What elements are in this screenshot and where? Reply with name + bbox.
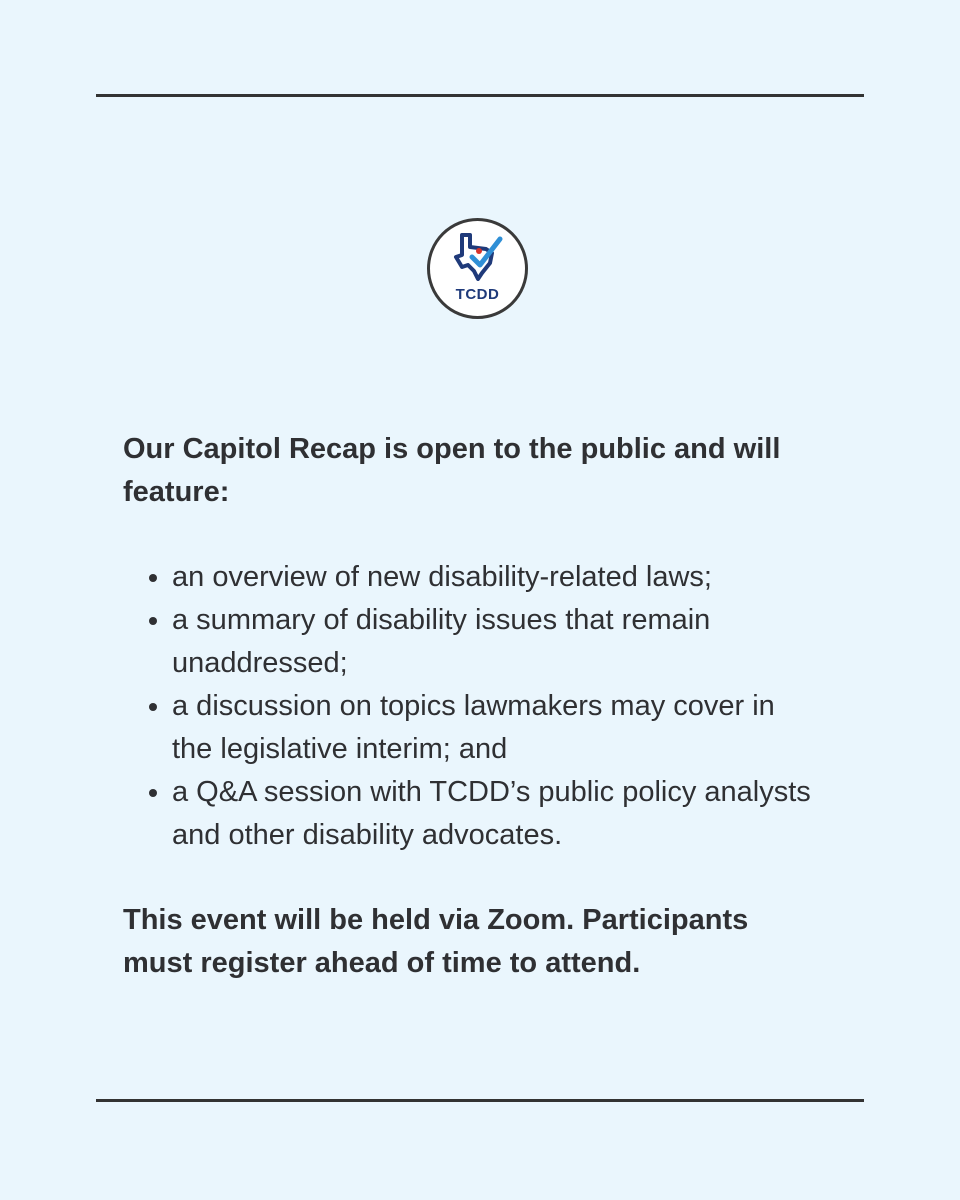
top-divider (96, 94, 864, 97)
tcdd-logo (427, 218, 528, 319)
announcement-body (123, 428, 823, 985)
logo-text: TCDD (455, 286, 500, 303)
texas-checkmark-icon (452, 233, 504, 281)
outro-text: This event will be held via Zoom. Participants must register ahead of time to attend. (123, 904, 749, 979)
feature-item: a Q&A session with TCDD’s public policy analysts and other disability advocates. (172, 771, 823, 857)
feature-item: a discussion on topics lawmakers may cover in the legislative interim; and (172, 685, 823, 771)
intro-text: Our Capitol Recap is open to the public and will feature: (123, 433, 781, 508)
feature-item: an overview of new disability-related laws; (172, 556, 823, 599)
feature-list (123, 556, 823, 857)
bottom-divider (96, 1099, 864, 1102)
feature-item: a summary of disability issues that remain unaddressed; (172, 599, 823, 685)
